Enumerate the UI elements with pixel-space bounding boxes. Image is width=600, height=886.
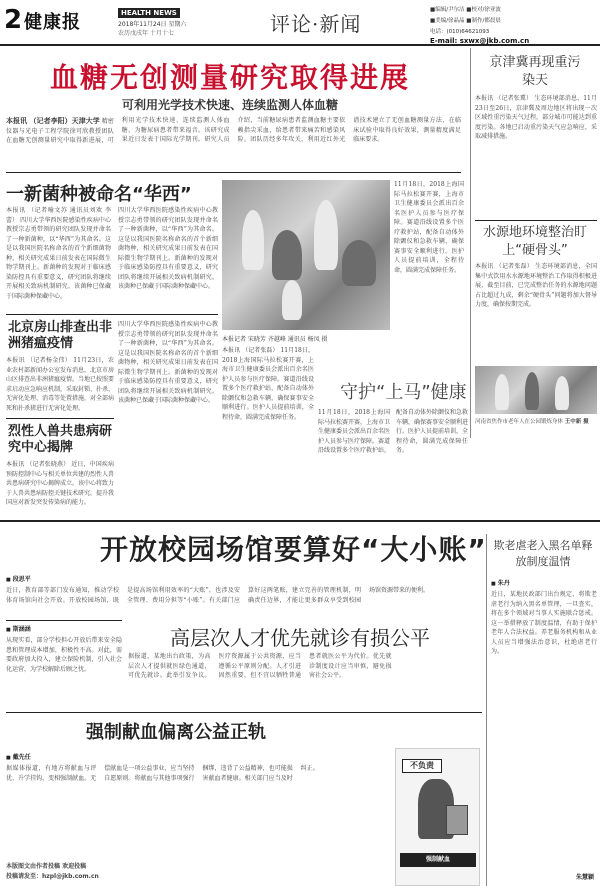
article-open-body [6, 586, 482, 618]
article-abuse-author: ■ 朱丹 [491, 578, 510, 587]
sidebar-item1-text: 生态环境部消息，11月23日至26日，京津冀及周边地区将出现一次区域性重污染天气过程，部分城市可能达到重度污染。各地已启动重污染天气应急响应，采取减排措施。 [475, 95, 597, 140]
article-guard-text-side: 11月18日，2018上海国际马拉松赛开赛，上海市卫生健康委员会派出百余名医护人员参与医疗保障。赛道沿线设置多个医疗救护站，配备自动体外除颤仪和急救车辆，确保赛事安全顺利进行。医护人员提前培训，全程待命，圆满完成保障任务。 [394, 181, 464, 274]
newspaper-english-name: HEALTH NEWS [118, 8, 180, 18]
lunar-date: 农历戊戌年 十月十七 [118, 30, 174, 37]
article-donate-author: ■ 戴先任 [6, 752, 31, 761]
article-abuse-body [491, 590, 597, 870]
sidebar-item1-byline: 本报讯 （记者张冀） [475, 95, 533, 102]
article-guard-col2 [222, 346, 314, 516]
article-donate-text: 据媒体报道，有地方将献血与评优、升学挂钩，变相强制献血。无偿献血是一项公益事业，应当坚持自愿原则。将献血与其他事项强行捆绑，违背了公益精神，也可能损害献血者健康。相关部门应当及时纠正。 [6, 765, 319, 782]
contact-email: E-mail: sxwx@jkb.com.cn [430, 37, 530, 45]
article-abuse-text: 近日，某地民政部门出台规定，将欺老虐老行为纳入黑名单管理，一旦查实，将在多个领域对当事人实施联合惩戒。这一举措释放了制度温情，有助于保护老年人合法权益。养老服务机构和从业人员应当增强法治意识，杜绝虐老行为。 [491, 591, 597, 655]
article-guard-col1 [118, 320, 218, 516]
divider [6, 172, 461, 173]
article-huaxi-text-cont: 四川大学华西医院感染性疾病中心教授宗志勇带领的研究团队发现并命名了一种新菌种，以“华西”为其命名。这是以我国医院名称命名的首个新细菌物种，相关研究成果日前发表在国际微生物学期刊上。新菌种的发现对于临床感染防控具有重要意义，研究团队将继续开展相关致病机制研究。该菌种已保藏于国际菌种保藏中心。 [118, 207, 218, 290]
news-sidebar [470, 48, 600, 438]
article-guard-col3 [318, 408, 468, 516]
sidebar-photo-caption [475, 418, 597, 436]
masthead [0, 0, 600, 46]
section-title: 评论·新闻 [270, 12, 362, 36]
article-huaxi-title: 一新菌种被命名“华西” [6, 184, 192, 205]
issue-date: 2018年11月24日 星期六 [118, 21, 187, 28]
submission-footer [6, 862, 122, 884]
article-open-title: 开放校园场馆要算好“大小账” [100, 533, 487, 566]
lead-subhead: 可利用光学技术快速、连续监测人体血糖 [121, 98, 338, 112]
article-donate-title: 强制献血偏离公益正轨 [86, 722, 266, 743]
article-huaxi-body-cont [118, 206, 218, 310]
editorial-cartoon [395, 748, 480, 886]
sidebar-photo-credit: 王中新 摄 [564, 419, 589, 425]
article-open-text: 近日，教育部等部门发布通知，推动学校体育场馆向社会开放。开放校园场馆，既是提高场馆利用效率的“大账”，也涉及安全管理、费用分担等“小账”。有关部门应算好这两笔账，建立完善的管理机制，明确责任边界，才能让更多群众享受到校园场馆资源带来的便利。 [6, 587, 430, 604]
elder-abuse-article [486, 534, 600, 886]
lead-body-text: 精密仪器与光电子工程学院徐可欣教授团队在血糖无创测量研究中取得新进展，可利用光学技术快速、连续监测人体血糖，为糖尿病患者带来福音。该研究成果近日发表于国际光学期刊。研究人员介绍，当前糖尿病患者监测血糖主要依赖指尖采血，给患者带来痛苦和感染风险。团队历经多年攻关，利用近红外光谱技术建立了无创血糖测量方法，在临床试验中取得良好效果，测量精度满足临床要求。 [6, 117, 461, 144]
wheelchair-photo [222, 180, 390, 330]
divider [475, 220, 597, 221]
article-huaxi-text-cont2: 四川大学华西医院感染性疾病中心教授宗志勇带领的研究团队发现并命名了一种新菌种，以“华西”为其命名。这是以我国医院名称命名的首个新细菌物种，相关研究成果日前发表在国际微生物学期刊上。新菌种的发现对于临床感染防控具有重要意义，研究团队将继续开展相关致病机制研究。该菌种已保藏于国际菌种保藏中心。 [118, 321, 218, 404]
sidebar-item2-title: 水源地环境整治盯上“硬骨头” [482, 225, 587, 258]
article-center-body [6, 460, 114, 516]
cartoon-caption: 强制献血 [400, 853, 476, 867]
phone-line: 电话：(010)64621093 [430, 29, 490, 35]
article-talent-title: 高层次人才优先就诊有损公平 [170, 626, 430, 650]
article-open-text2: 从现实看，部分学校担心开放后带来安全隐患和管理成本增加，积极性不高。对此，需要政府加大投入，建立保险机制，引入社会化运营，为学校解除后顾之忧。 [6, 637, 122, 673]
submission-note: 本版图文由作者投稿 欢迎投稿 [6, 863, 87, 870]
divider [6, 314, 218, 315]
article-guard-byline: 本报讯 （记者张磊） [222, 347, 279, 354]
article-abuse-title: 欺老虐老入黑名单释放制度温情 [493, 539, 593, 568]
staff-line-1: ■编辑/尹尔洁 ■校对/徐亚波 [430, 7, 501, 13]
lead-byline: 本报讯 （记者李阳）天津大学 [6, 117, 100, 125]
article-beijing-byline: 本报讯 （记者杨金伟） [6, 357, 72, 364]
submission-email: 投稿请发至：hzpl@jkb.com.cn [6, 872, 99, 880]
sidebar-item2-text: 生态环境部消息，全国集中式饮用水水源地环境整治工作取得积极进展，截至目前，已完成整治任务的水源地问题占比超过九成，剩余“硬骨头”问题将加大督导力度，确保按期完成。 [475, 263, 597, 308]
sidebar-item1-title: 京津冀再现重污染天 [489, 55, 581, 88]
article-center-title: 烈性人兽共患病研究中心揭牌 [8, 424, 113, 455]
sidebar-item1-body [475, 94, 597, 216]
article-beijing-text: 11月23日，农业农村部新闻办公室发布消息，北京市房山区排查出非洲猪瘟疫情。当地已按照要求启动应急响应机制，采取封锁、扑杀、无害化处理、消毒等处置措施，对全部病死和扑杀猪进行无害化处理。 [6, 357, 114, 412]
park-exercise-photo [475, 366, 597, 414]
article-talent-author: ■ 斯涵涵 [6, 624, 31, 633]
page-number: 2 [4, 5, 23, 35]
article-open-author: ■ 段思平 [6, 574, 31, 583]
cartoon-sign: 不负责 [402, 759, 442, 773]
article-center-text: 近日，中国疾病预防控制中心与相关单位共建的烈性人兽共患病研究中心揭牌成立。该中心将致力于人兽共患病防控关键技术研究，提升我国应对新发突发传染病的能力。 [6, 461, 114, 506]
sidebar-photo-caption-text: 河南省焦作市老年人在公园锻炼身体 [475, 419, 564, 425]
article-huaxi-side [394, 180, 464, 330]
article-guard-text: 11月18日，2018上海国际马拉松赛开赛，上海市卫生健康委员会派出百余名医护人员参与医疗保障。赛道沿线设置多个医疗救护站，配备自动体外除颤仪和急救车辆，确保赛事安全顺利进行。医护人员提前培训，全程待命，圆满完成保障任务。 [222, 347, 314, 421]
article-beijing-body [6, 356, 114, 416]
article-abuse-signoff: 朱慧颖 [575, 874, 594, 881]
article-donate-body [6, 764, 391, 858]
article-open-col1b [6, 636, 122, 708]
divider [6, 712, 482, 713]
section-divider [0, 520, 600, 522]
article-beijing-title: 北京房山排查出非洲猪瘟疫情 [8, 320, 113, 351]
lead-headline: 血糖无创测量研究取得进展 [49, 61, 410, 94]
divider [6, 620, 122, 621]
staff-line-2: ■美编/徐晶晶 ■制作/都晨晨 [430, 18, 501, 24]
article-guard-title: 守护“上马”健康 [340, 382, 467, 403]
article-center-byline: 本报讯 （记者张晓燕） [6, 461, 70, 468]
divider [6, 418, 114, 419]
lead-body [6, 116, 461, 168]
article-talent-text: 据报道，某地出台政策，为高层次人才提供就医绿色通道，可优先就诊。此举引发争议。医疗资源属于公共资源，应当遵循公平原则分配。人才引进固然重要，但不宜以牺牲普通患者就医公平为代价。优先就诊制度设计应当审慎，避免损害社会公平。 [128, 653, 392, 679]
article-huaxi-byline: 本报讯 （记者喻文苏 通讯员刘欢 李蕾） [6, 207, 111, 224]
sidebar-item2-byline: 本报讯 （记者张磊） [475, 263, 533, 270]
article-huaxi-text: 四川大学华西医院感染性疾病中心教授宗志勇带领的研究团队发现并命名了一种新菌种，以“华西”为其命名。这是以我国医院名称命名的首个新细菌物种，相关研究成果日前发表在国际微生物学期刊上。新菌种的发现对于临床感染防控具有重要意义，研究团队将继续开展相关致病机制研究。该菌种已保藏于国际菌种保藏中心。 [6, 216, 111, 300]
photo-caption: 本报记者 宋晓芳 齐越峰 通讯员 杨凤 摄 [222, 336, 328, 343]
cartoon-box [446, 805, 468, 835]
sidebar-item2-body [475, 262, 597, 362]
article-guard-text-2: 11月18日，2018上海国际马拉松赛开赛，上海市卫生健康委员会派出百余名医护人员参与医疗保障。赛道沿线设置多个医疗救护站，配备自动体外除颤仪和急救车辆，确保赛事安全顺利进行。医护人员提前培训，全程待命，圆满完成保障任务。 [318, 409, 468, 454]
article-talent-body [128, 652, 482, 708]
article-huaxi-body [6, 206, 111, 310]
newspaper-logo: 健康报 [24, 12, 81, 33]
